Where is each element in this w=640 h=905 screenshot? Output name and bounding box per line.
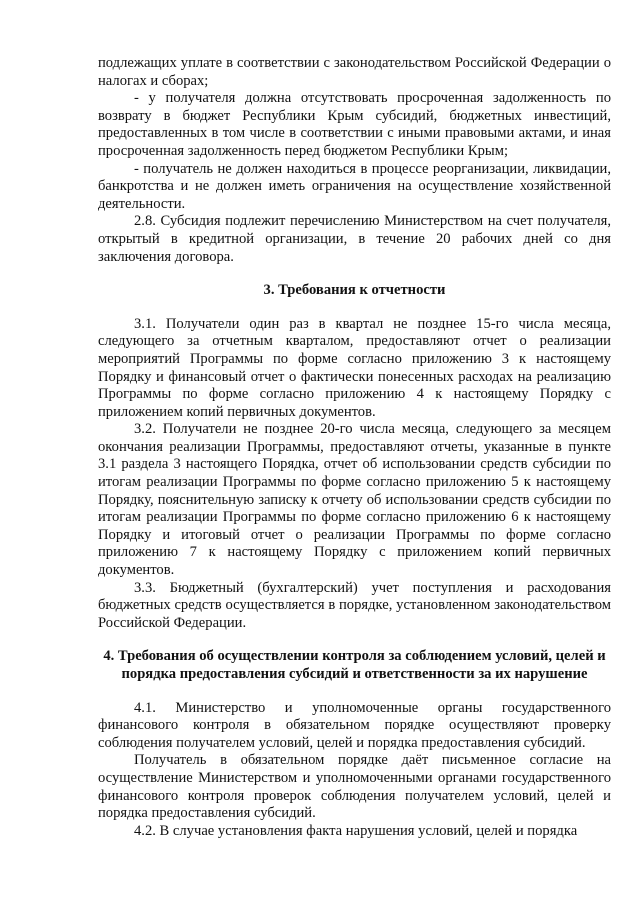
paragraph-no-reorganization: - получатель не должен находиться в процессе реорганизации, ликвидации, банкротства и не должен иметь ограничения на осуществление хозяйственной деятельности. — [98, 160, 611, 212]
paragraph-continuation: подлежащих уплате в соответствии с законодательством Российской Федерации о налогах и сборах; — [98, 55, 611, 89]
paragraph-2-8: 2.8. Субсидия подлежит перечислению Министерством на счет получателя, открытый в кредитной организации, в течение 20 рабочих дней со дня заключения договора. — [98, 213, 611, 265]
paragraph-no-overdue-debt: - у получателя должна отсутствовать просроченная задолженность по возврату в бюджет Республики Крым субсидий, бюджетных инвестиций, предоставленных в том числе в соответствии с иными правовыми актами, и иная просроченная задолженность перед бюджетом Республики Крым; — [98, 90, 611, 159]
paragraph-3-2: 3.2. Получатели не позднее 20-го числа месяца, следующего за месяцем окончания реализации Программы, предоставляют отчеты, указанные в пункте 3.1 раздела 3 настоящего Порядка, отчет об использовании средств субсидии по итогам реализации Программы по форме согласно приложению 5 к настоящему Порядку, пояснительную записку к отчету об использовании средств субсидии по итогам реализации Программы по форме согласно приложению 6 к настоящему Порядку и итоговый отчет о реализации Программы по форме согласно приложению 7 к настоящему Порядку с приложением копий первичных документов. — [98, 421, 611, 579]
paragraph-4-2: 4.2. В случае установления факта нарушения условий, целей и порядка — [134, 822, 578, 839]
paragraph-3-1: 3.1. Получатели один раз в квартал не позднее 15-го числа месяца, следующего за отчетным кварталом, предоставляют отчет о реализации мероприятий Программы по форме согласно приложению 3 к настоящему Порядку и финансовый отчет о фактически понесенных расходах на реализацию Программы по форме согласно приложению 4 к настоящему Порядку с приложением копий первичных документов. — [98, 315, 611, 420]
paragraph-3-3: 3.3. Бюджетный (бухгалтерский) учет поступления и расходования бюджетных средств осуществляется в порядке, установленном законодательством Российской Федерации. — [98, 579, 611, 631]
paragraph-consent: Получатель в обязательном порядке даёт письменное согласие на осуществление Министерством и уполномоченными органами государственного финансового контроля проверок соблюдения получателем условий, целей и порядка предоставления субсидий. — [98, 752, 611, 822]
paragraph-4-1: 4.1. Министерство и уполномоченные органы государственного финансового контроля в обязательном порядке осуществляют проверку соблюдения получателем условий, целей и порядка предоставления субсидий. — [98, 699, 611, 751]
section-4-heading: 4. Требования об осуществлении контроля за соблюдением условий, целей и порядка предоставления субсидий и ответственности за их нарушение — [103, 648, 606, 682]
document-body — [98, 55, 611, 840]
section-3-heading: 3. Требования к отчетности — [263, 282, 446, 299]
